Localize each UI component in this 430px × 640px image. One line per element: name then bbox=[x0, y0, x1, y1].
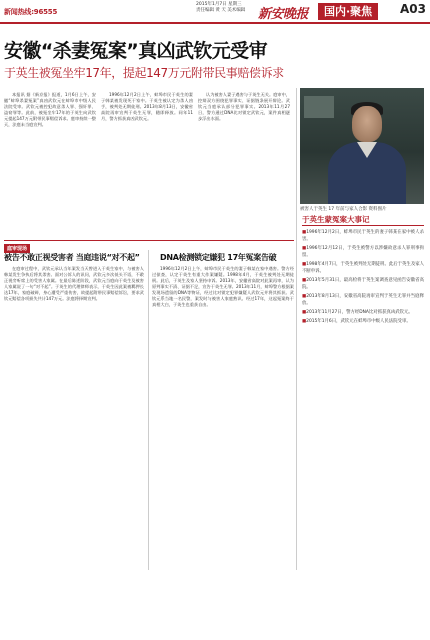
bullet-icon: ■ bbox=[302, 230, 307, 235]
timeline-text: 2015年1月6日，武钦元在蚌埠市中级人民法院受审。 bbox=[306, 319, 411, 324]
bullet-icon: ■ bbox=[302, 278, 307, 283]
date-info bbox=[196, 2, 256, 14]
timeline-item bbox=[302, 277, 424, 291]
subsection-headline-left: 被告不敢正视受害者 当庭违说“对不起” bbox=[4, 253, 140, 262]
article-column-4 bbox=[4, 266, 144, 570]
timeline-list bbox=[302, 229, 424, 459]
section-mark: 庭审现场 bbox=[4, 244, 30, 253]
news-photo bbox=[300, 88, 424, 204]
section-divider bbox=[4, 240, 294, 241]
newspaper-logo: 新安晚报 bbox=[258, 7, 309, 22]
timeline-item bbox=[302, 318, 424, 325]
column-divider bbox=[296, 88, 297, 570]
date-line: 2015年1月7日 星期三 bbox=[196, 2, 242, 7]
bullet-icon: ■ bbox=[302, 294, 307, 299]
article-column-3 bbox=[198, 92, 290, 236]
paragraph: 1996年12月2日上午，蚌埠市民于英生的妻子韩某被发现死于家中。于英生被认定为杀人凶手，被判处无期徒刑。2013年8月13日，安徽省高院再审宣判于英生无罪，随即释放。同年11月，警方抓获真凶武钦元。 bbox=[101, 92, 193, 121]
main-headline: 安徽“杀妻冤案”真凶武钦元受审 bbox=[4, 40, 267, 62]
paragraph: 1996年12月2日上午，蚌埠市民于英生的妻子韩某在家中遇害。警方经过侦查，认定于英生有重大作案嫌疑。1998年4月，于英生被判处无期徒刑。此后，于英生及家人坚持申诉。2013年，安徽省高院对此案再审，认为原判事实不清、证据不足，宣告于英生无罪。2013年11月，蚌埠警方根据案发现场遗留的DNA等物证，经过比对锁定犯罪嫌疑人武钦元并将其抓获。武钦元系当地一名民警，案发时与被害人家庭熟识。经过17年，这起冤案终于真相大白，于英生也重获自由。 bbox=[152, 266, 294, 307]
article-column-5 bbox=[152, 266, 294, 570]
timeline-item bbox=[302, 293, 424, 307]
article-column-1 bbox=[4, 92, 96, 236]
paragraph: 认为被害人妻子遇害与于英生无关。庭审中，控辩双方围绕犯罪事实、证据链条展开辩论。武钦元当庭承认部分犯罪事实。2013年11月27日，警方通过DNA比对锁定武钦元，案件真相逐步浮出水面。 bbox=[198, 92, 290, 121]
sidebar-title: 于英生蒙冤案大事记 bbox=[302, 215, 370, 224]
sub-headline: 于英生被冤坐牢17年，提起147万元附带民事赔偿诉求 bbox=[4, 66, 284, 80]
editor-line: 责任编辑 黄 天 美术编辑 bbox=[196, 8, 246, 13]
column-divider bbox=[148, 250, 149, 570]
timeline-text: 1996年12月12日，于英生被警方以涉嫌故意杀人罪刑事拘留。 bbox=[302, 246, 424, 258]
timeline-text: 2013年11月27日，警方经DNA比对抓获真凶武钦元。 bbox=[306, 310, 413, 315]
bullet-icon: ■ bbox=[302, 246, 307, 251]
photo-caption: 被害人于英生 17 年前与家人合影 资料图片 bbox=[300, 207, 387, 212]
timeline-item bbox=[302, 261, 424, 275]
section-label: 国内·聚焦 bbox=[318, 3, 378, 20]
timeline-text: 2013年5月31日，最高检将于英生案调查意见函告安徽省高院。 bbox=[302, 278, 424, 290]
timeline-item bbox=[302, 229, 424, 243]
paragraph: 本报讯 据《新京报》报道，1月6日上午，安徽“蚌埠杀妻冤案”真凶武钦元在蚌埠市中级人民法院受审。武钦元被控犯故意杀人罪、强奸罪、盗窃罪等。此前，被冤坐牢17年的于英生向武钦元提起147万元附带民事赔偿诉求。庭审持续一整天，法庭未当庭宣判。 bbox=[4, 92, 96, 127]
timeline-item bbox=[302, 309, 424, 316]
bullet-icon: ■ bbox=[302, 310, 307, 315]
paragraph: 在庭审过程中，武钦元承认当年案发当天曾进入于英生家中，与被害人韩某发生争执后将其杀害。面对公诉人的讯问，武钦元多次低头不语，不敢正视旁听席上的受害人家属。在最后陈述阶段，武钦元当庭向于英生及被害人家属说了一句“对不起”。于英生的代理律师表示，于英生因此案被羁押长达17年，家庭破碎，身心遭受严重伤害，故提起附带民事赔偿诉讼，要求武钦元赔偿各项损失共计147万元。法庭将择期宣判。 bbox=[4, 266, 144, 301]
bullet-icon: ■ bbox=[302, 262, 307, 267]
bullet-icon: ■ bbox=[302, 319, 307, 324]
timeline-item bbox=[302, 245, 424, 259]
photo-background-sign bbox=[304, 96, 334, 118]
subsection-headline-right: DNA检测锁定嫌犯 17年冤案告破 bbox=[160, 253, 277, 262]
masthead bbox=[0, 0, 430, 24]
page-number: A03 bbox=[400, 2, 426, 16]
timeline-text: 1996年12月2日，蚌埠市民于英生的妻子韩某在家中被人杀害。 bbox=[302, 230, 424, 242]
sidebar-rule bbox=[302, 225, 424, 226]
timeline-text: 1998年4月7日，于英生被判处无期徒刑。此后于英生及家人不断申诉。 bbox=[302, 262, 424, 274]
news-hotline: 新闻热线:96555 bbox=[4, 8, 58, 16]
photo-person-head bbox=[352, 106, 382, 142]
article-column-2 bbox=[101, 92, 193, 236]
timeline-text: 2013年8月13日，安徽省高院再审宣判于英生无罪并当庭释放。 bbox=[302, 294, 424, 306]
